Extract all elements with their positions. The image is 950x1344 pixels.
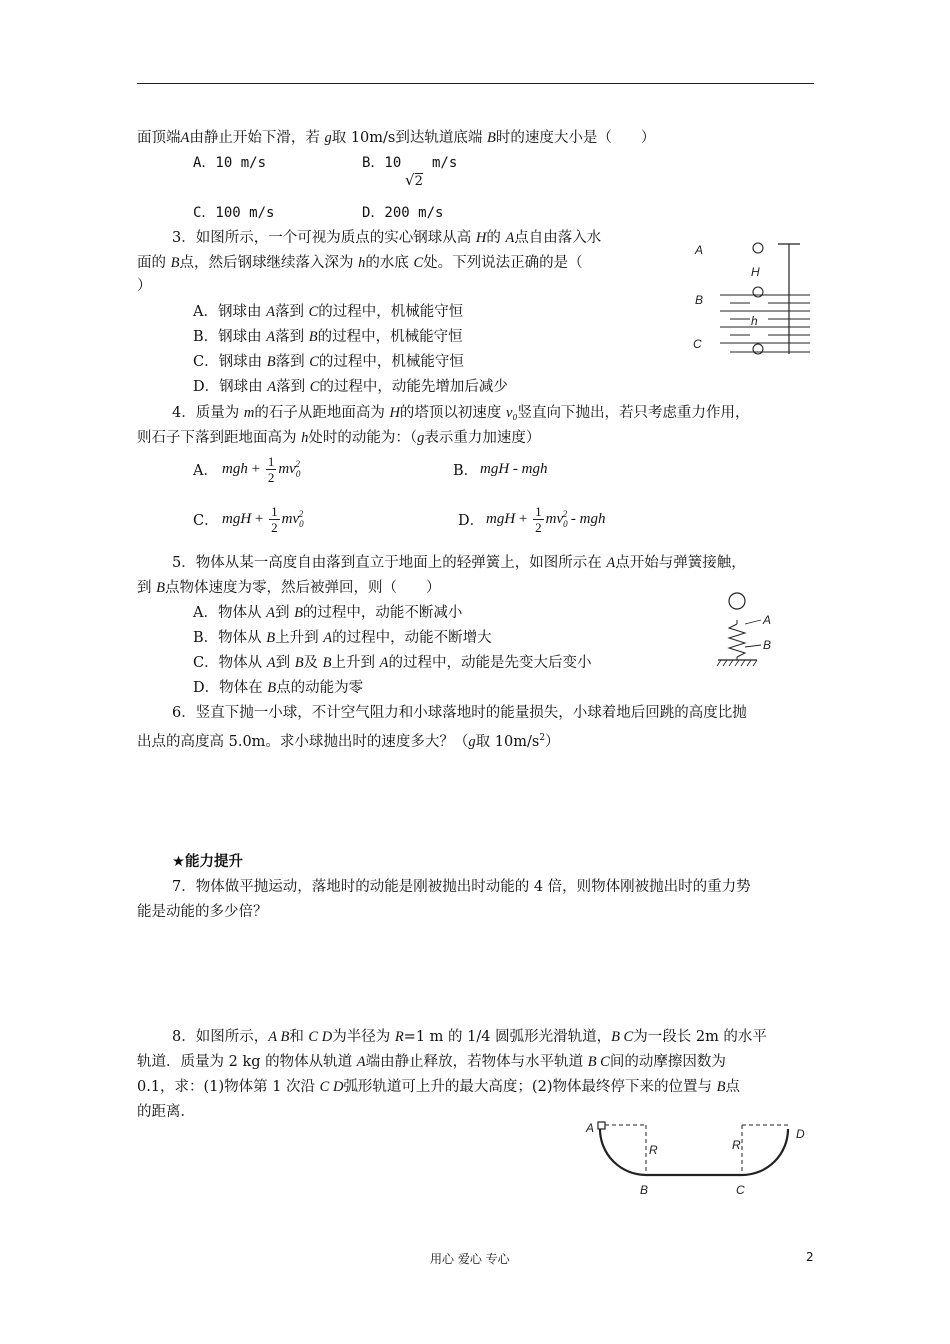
q4-option-c-label: C． (193, 513, 219, 529)
label-a: A (695, 243, 704, 257)
q4-option-b-expr: mgH - mgh (480, 461, 548, 477)
q2-option-d: D．200 m/s (362, 205, 444, 221)
q5-option-d: D．物体在 B点的动能为零 (193, 680, 364, 696)
q2-option-b-unit: m/s (432, 155, 458, 171)
q4-stem-line2: 则石子下落到距地面高为 h处时的动能为：（g表示重力加速度） (137, 430, 541, 446)
q8-stem-line1: 8．如图所示，A B和 C D为半径为 R=1 m 的 1/4 圆弧形光滑轨道，B C为一段长 2m 的水平 (172, 1029, 767, 1045)
q3-option-d: D．钢球由 A落到 C的过程中，动能先增加后减少 (193, 379, 508, 395)
spring (729, 624, 745, 657)
q8-track-figure (580, 1115, 815, 1200)
label-r-right: R (732, 1138, 741, 1152)
q3-option-c: C．钢球由 B落到 C的过程中，机械能守恒 (193, 354, 464, 370)
label-a: A (586, 1121, 595, 1135)
label-a: A (763, 613, 772, 627)
q8-stem-line2: 轨道．质量为 2 kg 的物体从轨道 A端由静止释放，若物体与水平轨道 B C间的动摩擦因数为 (137, 1054, 726, 1070)
header-rule (137, 83, 814, 84)
arc-ab (600, 1129, 646, 1175)
q2-option-b-radical: √2 (405, 171, 423, 189)
q5-spring-figure (715, 590, 785, 670)
ball (729, 593, 745, 609)
q5-option-c: C．物体从 A到 B及 B上升到 A的过程中，动能是先变大后变小 (193, 655, 592, 671)
label-c: C (693, 337, 702, 351)
q7-stem-line1: 7．物体做平抛运动，落地时的动能是刚被抛出时动能的 4 倍，则物体刚被抛出时的重力势 (172, 879, 751, 895)
q3-stem-line1: 3．如图所示，一个可视为质点的实心钢球从高 H的 A点自由落入水 (172, 230, 602, 246)
q6-stem-line2: 出点的高度高 5.0m。求小球抛出时的速度多大？（g取 $10m/s^2$） (137, 733, 560, 750)
q2-option-b: B．10 (362, 155, 402, 171)
q4-option-c-expr: mgH + $\frac{1}{2}$ $mv_0^2$ (222, 504, 304, 535)
water-lines (720, 295, 810, 352)
q4-option-a-expr: mgh + $\frac{1}{2}$ $mv_0^2$ (222, 454, 301, 485)
q3-option-b: B．钢球由 A落到 B的过程中，机械能守恒 (193, 329, 463, 345)
q4-stem-line1: 4．质量为 m的石子从距地面高为 H的塔顶以初速度 v₀竖直向下抛出，若只考虑重力作用， (172, 405, 750, 421)
q6-stem-line1: 6．竖直下抛一小球，不计空气阻力和小球落地时的能量损失，小球着地后回跳的高度比抛 (172, 705, 747, 721)
block (598, 1122, 605, 1129)
page-number: 2 (806, 1250, 814, 1264)
section-heading: ★能力提升 (172, 854, 243, 870)
q8-stem-line3: 0.1，求：(1)物体第 1 次沿 C D弧形轨道可上升的最大高度；(2)物体最终停下来的位置与 B点 (137, 1079, 740, 1095)
q2-option-c: C．100 m/s (193, 205, 275, 221)
q5-stem-line1: 5．物体从某一高度自由落到直立于地面上的轻弹簧上，如图所示在 A点开始与弹簧接触， (172, 555, 746, 571)
label-h-small: h (751, 314, 758, 328)
q3-stem-line2: 面的 B点，然后钢球继续落入深为 h的水底 C处。下列说法正确的是（ (137, 255, 583, 271)
q4-option-d-label: D． (458, 513, 485, 529)
q3-stem-line3: ） (137, 278, 152, 294)
q2-stem: 面顶端A由静止开始下滑，若 g取 10m/s到达轨道底端 B时的速度大小是（ ） (137, 130, 656, 146)
q4-option-b-label: B． (453, 463, 479, 479)
label-b: B (695, 293, 704, 307)
arc-cd (742, 1129, 788, 1175)
q5-stem-line2: 到 B点物体速度为零，然后被弹回，则（ ） (137, 580, 441, 596)
label-c: C (736, 1183, 745, 1197)
q3-option-a: A．钢球由 A落到 C的过程中，机械能守恒 (193, 304, 464, 320)
ball-at-a (753, 243, 763, 253)
q4-option-a-label: A． (193, 463, 218, 479)
q5-option-b: B．物体从 B上升到 A的过程中，动能不断增大 (193, 630, 492, 646)
label-r-left: R (649, 1143, 658, 1157)
label-b: B (640, 1183, 649, 1197)
q2-option-a: A．10 m/s (193, 155, 267, 171)
label-d: D (796, 1127, 805, 1141)
q7-stem-line2: 能是动能的多少倍？ (137, 904, 268, 920)
label-h-big: H (751, 265, 760, 279)
q3-water-figure (690, 236, 815, 361)
footer-motto: 用心 爱心 专心 (430, 1252, 510, 1266)
label-b: B (763, 638, 772, 652)
q4-option-d-expr: mgH + $\frac{1}{2}$ $mv_0^2$ - mgh (486, 504, 606, 535)
q5-option-a: A．物体从 A到 B的过程中，动能不断减小 (193, 605, 463, 621)
q8-stem-line4: 的距离． (137, 1104, 195, 1120)
